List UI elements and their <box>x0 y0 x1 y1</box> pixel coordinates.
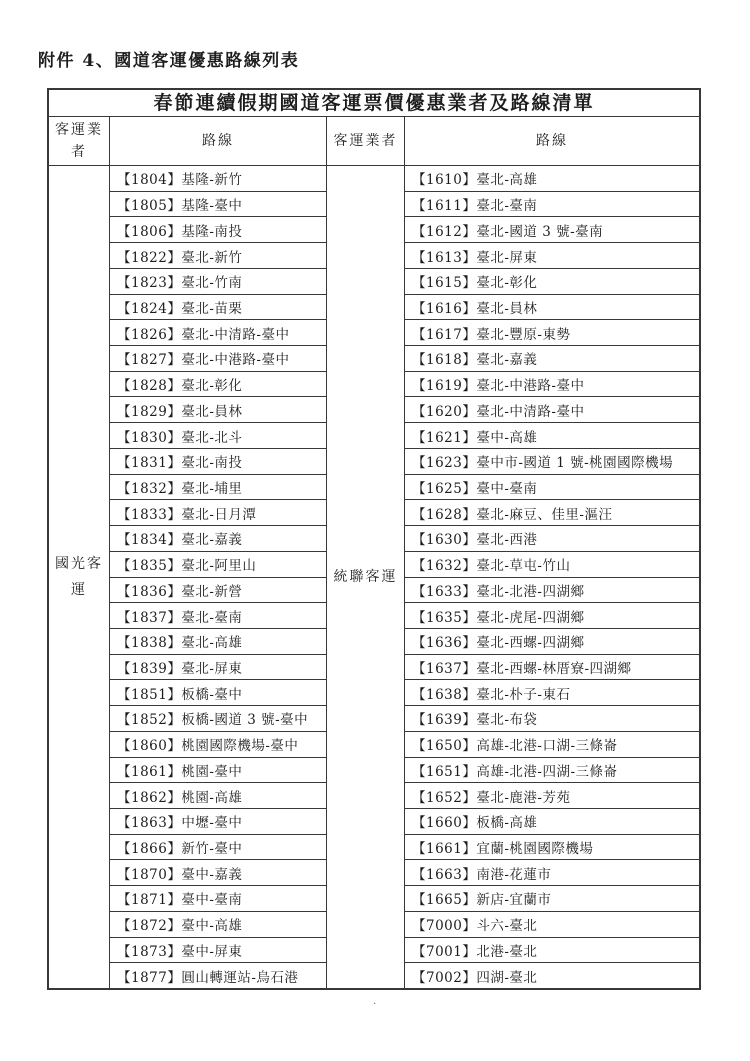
route-row: 【1851】板橋-臺中 <box>110 680 326 706</box>
route-row: 【1610】臺北-高雄 <box>405 166 699 192</box>
route-row: 【1829】臺北-員林 <box>110 397 326 423</box>
route-row: 【1661】宜蘭-桃園國際機場 <box>405 835 699 861</box>
footer-mark: . <box>373 996 377 1007</box>
header-operator-left: 客運業者 <box>49 117 110 165</box>
route-row: 【1618】臺北-嘉義 <box>405 346 699 372</box>
route-row: 【1834】臺北-嘉義 <box>110 526 326 552</box>
header-operator-right: 客運業者 <box>327 117 405 165</box>
route-row: 【1638】臺北-朴子-東石 <box>405 680 699 706</box>
route-row: 【1822】臺北-新竹 <box>110 243 326 269</box>
route-row: 【1837】臺北-臺南 <box>110 603 326 629</box>
route-row: 【1866】新竹-臺中 <box>110 835 326 861</box>
route-row: 【1832】臺北-埔里 <box>110 475 326 501</box>
route-row: 【1871】臺中-臺南 <box>110 886 326 912</box>
route-row: 【1619】臺北-中港路-臺中 <box>405 372 699 398</box>
route-row: 【1621】臺中-高雄 <box>405 423 699 449</box>
table-header-row <box>49 117 699 166</box>
table-caption: 春節連續假期國道客運票價優惠業者及路線清單 <box>49 90 699 117</box>
route-row: 【1833】臺北-日月潭 <box>110 500 326 526</box>
route-row: 【1623】臺中市-國道 1 號-桃園國際機場 <box>405 449 699 475</box>
route-row: 【1660】板橋-高雄 <box>405 809 699 835</box>
route-row: 【1824】臺北-苗栗 <box>110 295 326 321</box>
route-row: 【1836】臺北-新營 <box>110 578 326 604</box>
route-row: 【1636】臺北-西螺-四湖鄉 <box>405 629 699 655</box>
route-row: 【1635】臺北-虎尾-四湖鄉 <box>405 603 699 629</box>
route-row: 【1831】臺北-南投 <box>110 449 326 475</box>
route-row: 【1804】基隆-新竹 <box>110 166 326 192</box>
route-row: 【7000】斗六-臺北 <box>405 912 699 938</box>
routes-col-left <box>110 166 327 988</box>
routes-col-right <box>405 166 699 988</box>
route-row: 【1611】臺北-臺南 <box>405 192 699 218</box>
route-row: 【1838】臺北-高雄 <box>110 629 326 655</box>
route-row: 【1665】新店-宜蘭市 <box>405 886 699 912</box>
header-route-left: 路線 <box>110 117 327 165</box>
route-row: 【1870】臺中-嘉義 <box>110 860 326 886</box>
route-row: 【1877】圓山轉運站-烏石港 <box>117 969 299 986</box>
route-row: 【1630】臺北-西港 <box>405 526 699 552</box>
route-row: 【1651】高雄-北港-四湖-三條崙 <box>405 758 699 784</box>
operator-cell-right: 統聯客運 <box>327 166 405 988</box>
route-row: 【1663】南港-花蓮市 <box>405 860 699 886</box>
table-body <box>49 166 699 988</box>
fare-discount-table <box>47 88 701 990</box>
route-row: 【1863】中壢-臺中 <box>110 809 326 835</box>
route-row: 【1872】臺中-高雄 <box>110 912 326 938</box>
route-row: 【1860】桃園國際機場-臺中 <box>110 732 326 758</box>
route-row: 【1827】臺北-中港路-臺中 <box>110 346 326 372</box>
route-row: 【1650】高雄-北港-口湖-三條崙 <box>405 732 699 758</box>
route-row: 【1806】基隆-南投 <box>110 217 326 243</box>
route-row: 【1637】臺北-西螺-林厝寮-四湖鄉 <box>405 655 699 681</box>
route-row: 【7001】北港-臺北 <box>405 938 699 964</box>
route-row: 【1823】臺北-竹南 <box>110 269 326 295</box>
route-row: 【1805】基隆-臺中 <box>110 192 326 218</box>
route-row: 【1632】臺北-草屯-竹山 <box>405 552 699 578</box>
route-row: 【1835】臺北-阿里山 <box>110 552 326 578</box>
route-row: 【1826】臺北-中清路-臺中 <box>110 320 326 346</box>
route-row: 【1839】臺北-屏東 <box>110 655 326 681</box>
route-row: 【1628】臺北-麻豆、佳里-漚汪 <box>405 500 699 526</box>
route-row: 【1830】臺北-北斗 <box>110 423 326 449</box>
route-row: 【1615】臺北-彰化 <box>405 269 699 295</box>
route-row: 【1620】臺北-中清路-臺中 <box>405 397 699 423</box>
page-title: 附件 4、國道客運優惠路線列表 <box>38 51 300 71</box>
route-row: 【1852】板橋-國道 3 號-臺中 <box>110 706 326 732</box>
route-row: 【1616】臺北-員林 <box>405 295 699 321</box>
route-row: 【1617】臺北-豐原-東勢 <box>405 320 699 346</box>
operator-cell-left: 國光客運 <box>49 166 110 988</box>
route-row: 【1862】桃園-高雄 <box>110 783 326 809</box>
route-row: 【1625】臺中-臺南 <box>405 475 699 501</box>
route-row: 【1613】臺北-屏東 <box>405 243 699 269</box>
route-row: 【1828】臺北-彰化 <box>110 372 326 398</box>
route-row: 【7002】四湖-臺北 <box>412 969 538 986</box>
route-row: 【1652】臺北-鹿港-芳苑 <box>405 783 699 809</box>
route-row: 【1633】臺北-北港-四湖鄉 <box>405 578 699 604</box>
route-row: 【1873】臺中-屏東 <box>110 938 326 964</box>
route-row: 【1639】臺北-布袋 <box>405 706 699 732</box>
route-row: 【1612】臺北-國道 3 號-臺南 <box>405 217 699 243</box>
header-route-right: 路線 <box>536 133 568 149</box>
route-row: 【1861】桃園-臺中 <box>110 758 326 784</box>
